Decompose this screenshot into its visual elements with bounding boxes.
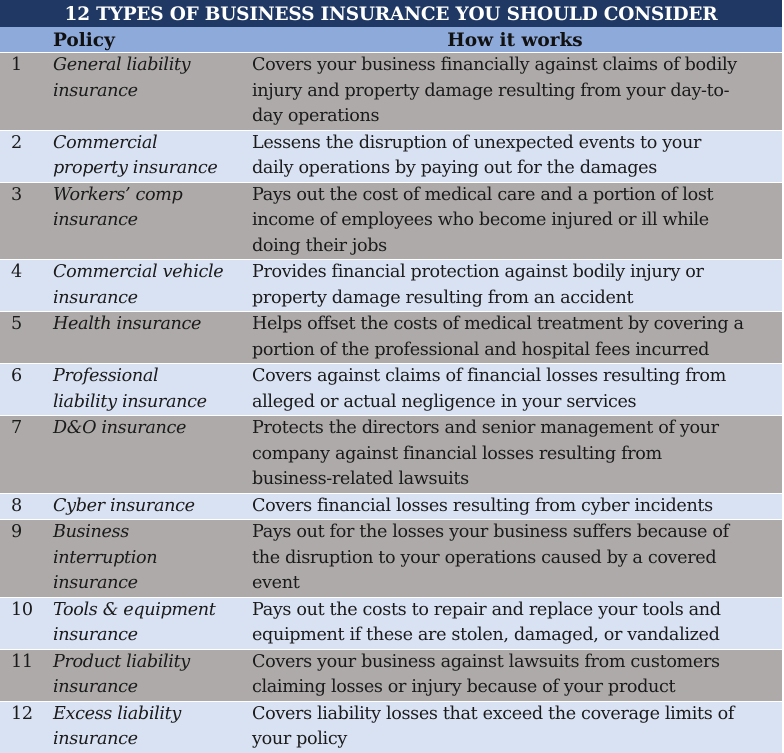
policy-name-line: Tools & equipment [53,599,216,620]
table-row [0,130,782,182]
table-row [0,701,782,753]
how-it-works-description [250,598,782,649]
policy-name-line: Workers’ comp [53,184,183,205]
policy-name-line: liability insurance [53,391,207,412]
policy-name [38,131,250,182]
row-number: 11 [11,651,33,672]
policy-name-line: insurance [53,287,138,308]
row-number: 12 [11,703,33,724]
description-line: Covers financial losses resulting from cyber incidents [252,495,713,516]
table-row [0,597,782,649]
how-it-works-description [250,260,782,311]
description-line: Pays out for the losses your business suffers because of [252,522,729,542]
policy-name-line: insurance [53,573,138,593]
table-row [0,519,782,597]
description-line: Covers against claims of financial losses resulting from [252,366,727,386]
policy-name [38,260,250,311]
how-it-works-description [250,53,782,130]
row-number: 8 [11,495,22,516]
description-line: Pays out the cost of medical care and a portion of lost [252,184,714,205]
policy-name-line: Commercial vehicle [53,262,224,282]
table-header-row [0,27,782,52]
policy-name-line: insurance [53,210,138,230]
table-body [0,52,782,753]
row-number: 6 [11,366,22,386]
policy-name [38,520,250,597]
table-row [0,415,782,493]
policy-name-line: Commercial [53,132,158,153]
how-it-works-description [250,520,782,597]
description-line: Covers your business against lawsuits from customers [252,651,720,672]
description-line: company against financial losses resulting from [252,443,662,464]
description-line: the disruption to your operations caused by a covered [252,547,717,568]
description-line: event [252,573,300,593]
policy-name [38,702,250,753]
description-line: alleged or actual negligence in your services [252,391,637,412]
policy-name-line: Health insurance [53,314,202,334]
table-row [0,182,782,260]
policy-name [38,183,250,260]
policy-name [38,53,250,130]
policy-name-line: insurance [53,625,138,645]
policy-name-line: Cyber insurance [53,495,195,516]
table-row [0,52,782,130]
how-it-works-description [250,131,782,182]
description-line: property damage resulting from an accident [252,287,634,308]
header-how-it-works: How it works [447,30,583,51]
policy-name [38,598,250,649]
row-number: 4 [11,262,22,282]
policy-name-line: property insurance [53,158,218,178]
table-row [0,259,782,311]
table-title: 12 TYPES OF BUSINESS INSURANCE YOU SHOULD CONSIDER [0,0,782,27]
policy-name-line: General liability [53,55,191,75]
description-line: Covers your business financially against claims of bodily [252,55,737,75]
how-it-works-description [250,312,782,363]
policy-name-line: Product liability [53,651,190,672]
policy-name-line: insurance [53,677,138,697]
how-it-works-description [250,416,782,493]
description-line: Helps offset the costs of medical treatment by covering a [252,314,744,334]
description-line: day operations [252,106,380,126]
row-number: 9 [11,522,22,542]
policy-name-line: D&O insurance [53,418,187,438]
table-row [0,649,782,701]
policy-name [38,312,250,363]
row-number: 7 [11,418,22,438]
how-it-works-description [250,183,782,260]
row-number: 10 [11,599,33,620]
policy-name-line: insurance [53,80,138,101]
policy-name [38,494,250,520]
row-number: 1 [11,55,22,75]
description-line: Lessens the disruption of unexpected events to your [252,132,702,153]
policy-name-line: interruption [53,547,158,568]
description-line: daily operations by paying out for the damages [252,158,657,178]
how-it-works-description [250,650,782,701]
how-it-works-description [250,494,782,520]
table-row [0,363,782,415]
policy-name-line: Professional [53,366,159,386]
row-number: 2 [11,132,22,153]
policy-name [38,364,250,415]
row-number: 5 [11,314,22,334]
description-line: claiming losses or injury because of your product [252,677,676,697]
description-line: your policy [252,729,347,749]
description-line: Pays out the costs to repair and replace your tools and [252,599,721,620]
description-line: Covers liability losses that exceed the coverage limits of [252,703,735,724]
policy-name-line: insurance [53,729,138,749]
table-row [0,493,782,520]
description-line: portion of the professional and hospital fees incurred [252,339,710,360]
description-line: doing their jobs [252,235,387,256]
how-it-works-description [250,364,782,415]
header-policy: Policy [53,30,115,51]
row-number: 3 [11,184,22,205]
policy-name [38,650,250,701]
description-line: Provides financial protection against bodily injury or [252,262,704,282]
policy-name-line: Excess liability [53,703,181,724]
description-line: equipment if these are stolen, damaged, or vandalized [252,625,720,645]
how-it-works-description [250,702,782,753]
header-number [0,27,38,52]
policy-name-line: Business [53,522,129,542]
description-line: injury and property damage resulting from your day-to- [252,80,730,101]
description-line: business-related lawsuits [252,469,469,489]
description-line: Protects the directors and senior management of your [252,418,719,438]
description-line: income of employees who become injured or ill while [252,210,709,230]
policy-name [38,416,250,493]
table-row [0,311,782,363]
